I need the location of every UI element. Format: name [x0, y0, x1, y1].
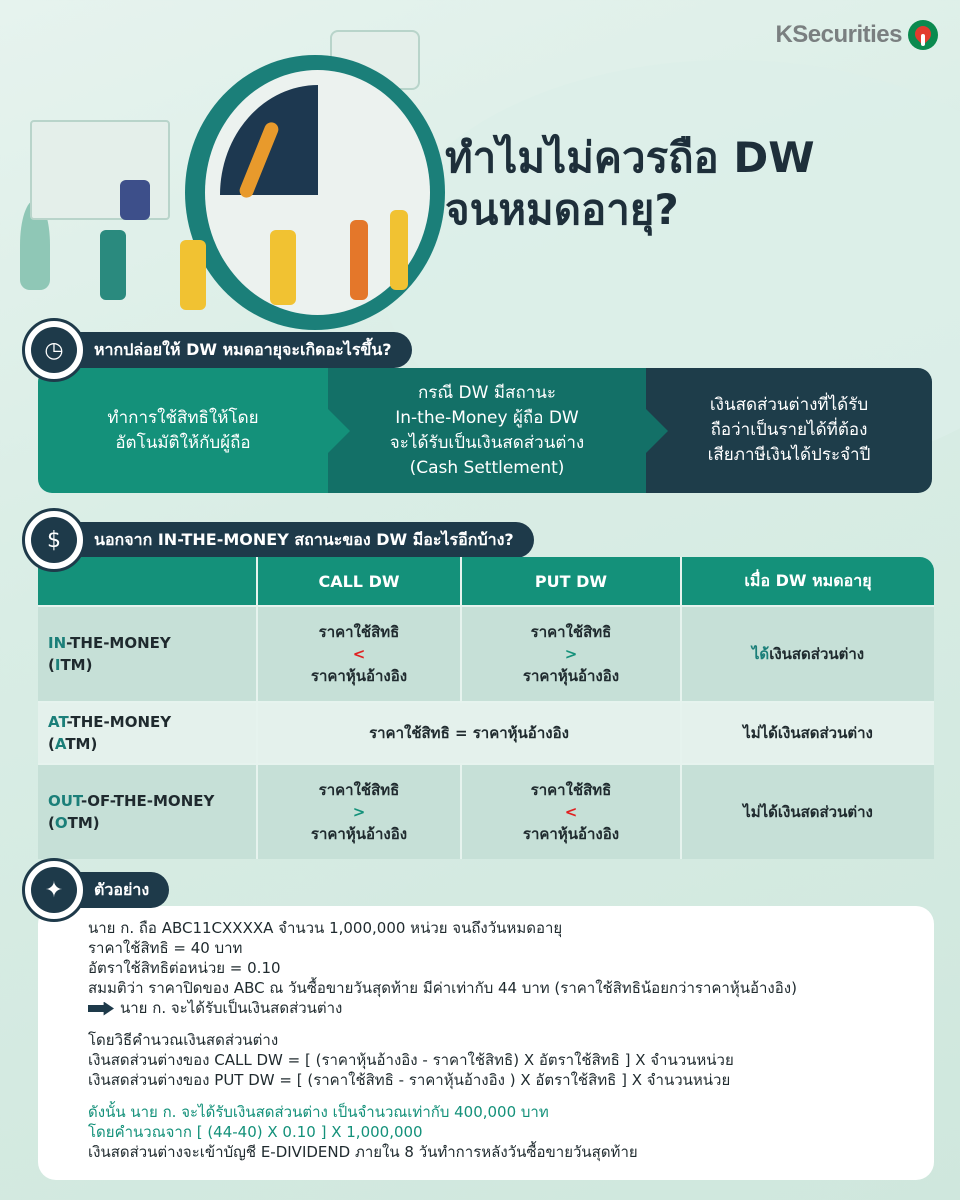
kbank-leaf-icon — [908, 20, 938, 50]
abbr-open: ( — [48, 814, 55, 832]
status-rest: -THE-MONEY — [66, 634, 171, 652]
status-cell — [38, 763, 256, 859]
status-rest: -THE-MONEY — [66, 713, 172, 731]
cell-operator: < — [352, 645, 366, 663]
title-line1: ทำไมไม่ควรถือ DW — [445, 133, 815, 182]
section3-header — [22, 858, 169, 922]
arrow-right-icon — [646, 409, 668, 453]
status-prefix: AT — [48, 713, 67, 731]
cell-bottom: ราคาหุ้นอ้างอิง — [310, 825, 408, 843]
status-cell — [38, 605, 256, 701]
logo-text: KSecurities — [775, 21, 902, 48]
example-arrow-line — [88, 998, 910, 1018]
method-line: เงินสดส่วนต่างของ PUT DW = [ (ราคาใช้สิทธิ - ราคาหุ้นอ้างอิง ) X อัตราใช้สิทธิ ] X จำนวนหน่วย — [88, 1071, 731, 1089]
example-line: นาย ก. ถือ ABC11CXXXXA จำนวน 1,000,000 หน่วย จนถึงวันหมดอายุ — [88, 919, 563, 937]
section3-title: ตัวอย่าง — [72, 872, 169, 908]
expiry-prefix: ได้ — [751, 645, 770, 663]
title-line2: จนหมดอายุ? — [445, 185, 679, 234]
section1-title: หากปล่อยให้ DW หมดอายุจะเกิดอะไรขึ้น? — [72, 332, 412, 368]
result-line: ดังนั้น นาย ก. จะได้รับเงินสดส่วนต่าง เป็นจำนวณเท่ากับ 400,000 บาท — [88, 1103, 549, 1121]
put-cell — [460, 605, 680, 701]
example-line: สมมติว่า ราคาปิดของ ABC ณ วันซื้อขายวันสุดท้าย มีค่าเท่ากับ 44 บาท (ราคาใช้สิทธิน้อยกว่าราคาหุ้นอ้างอิง) — [88, 979, 797, 997]
flow-text: ทำการใช้สิทธิให้โดย — [107, 407, 259, 428]
cell-operator: > — [352, 803, 366, 821]
cell-top: ราคาใช้สิทธิ — [318, 781, 400, 799]
table-header: เมื่อ DW หมดอายุ — [680, 557, 934, 605]
example-box — [38, 906, 934, 1180]
cell-top: ราคาใช้สิทธิ — [318, 623, 400, 641]
clock-alert-icon: ◷ — [22, 318, 86, 382]
abbr-rest: TM) — [60, 656, 93, 674]
flow-text: อัตโนมัติให้กับผู้ถือ — [115, 432, 251, 453]
example-line: นาย ก. จะได้รับเป็นเงินสดส่วนต่าง — [120, 999, 343, 1017]
lightbulb-puzzle-icon: ✦ — [22, 858, 86, 922]
flow-step-2 — [328, 368, 646, 493]
abbr-open: ( — [48, 735, 55, 753]
abbr-rest: TM) — [67, 814, 100, 832]
abbr-open: ( — [48, 656, 55, 674]
merged-cell: ราคาใช้สิทธิ = ราคาหุ้นอ้างอิง — [256, 701, 680, 763]
flow-text: กรณี DW มีสถานะ — [417, 382, 557, 403]
person-icon — [120, 180, 150, 220]
person-icon — [350, 220, 368, 300]
method-line: โดยวิธีคำนวณเงินสดส่วนต่าง — [88, 1031, 279, 1049]
flow-text: ถือว่าเป็นรายได้ที่ต้อง — [710, 420, 868, 440]
flow-text: (Cash Settlement) — [409, 457, 565, 478]
cell-operator: > — [564, 645, 578, 663]
expiry-cell: ไม่ได้เงินสดส่วนต่าง — [680, 701, 934, 763]
person-icon — [100, 230, 126, 300]
result-line: โดยคำนวณจาก [ (44-40) X 0.10 ] X 1,000,000 — [88, 1123, 423, 1141]
table-row — [38, 763, 934, 859]
cell-bottom: ราคาหุ้นอ้างอิง — [522, 667, 620, 685]
hero-illustration — [20, 30, 440, 320]
expiry-cell — [680, 605, 934, 701]
flow-text: เสียภาษีเงินได้ประจำปี — [707, 445, 871, 465]
status-prefix: IN — [48, 634, 67, 652]
flow-text: เงินสดส่วนต่างที่ได้รับ — [709, 395, 869, 415]
money-bag-icon: $ — [22, 508, 86, 572]
abbr-letter: A — [54, 735, 66, 753]
section2-title: นอกจาก IN-THE-MONEY สถานะของ DW มีอะไรอีกบ้าง? — [72, 522, 534, 558]
cell-operator: < — [564, 803, 578, 821]
table-header: CALL DW — [256, 557, 460, 605]
flow-text: จะได้รับเป็นเงินสดส่วนต่าง — [389, 432, 585, 453]
abbr-letter: O — [54, 814, 68, 832]
person-icon — [390, 210, 408, 290]
table-row — [38, 701, 934, 763]
flow-step-3 — [646, 368, 932, 493]
cell-top: ราคาใช้สิทธิ — [530, 781, 612, 799]
abbr-letter: I — [54, 656, 61, 674]
abbr-rest: TM) — [65, 735, 98, 753]
status-cell — [38, 701, 256, 763]
status-prefix: OUT — [48, 792, 81, 810]
dw-status-table — [38, 557, 934, 859]
footer-line: เงินสดส่วนต่างจะเข้าบัญชี E-DIVIDEND ภายใน 8 วันทำการหลังวันซื้อขายวันสุดท้าย — [88, 1143, 638, 1161]
table-row — [38, 605, 934, 701]
call-cell — [256, 605, 460, 701]
expiry-rest: เงินสดส่วนต่าง — [769, 645, 865, 663]
page-title — [445, 132, 945, 236]
put-cell — [460, 763, 680, 859]
brand-logo — [775, 20, 938, 50]
arrow-right-icon — [328, 409, 350, 453]
person-icon — [270, 230, 296, 305]
flow-text: In-the-Money ผู้ถือ DW — [395, 407, 579, 428]
expiry-cell: ไม่ได้เงินสดส่วนต่าง — [680, 763, 934, 859]
example-line: อัตราใช้สิทธิต่อหน่วย = 0.10 — [88, 959, 281, 977]
expiry-flow — [38, 368, 932, 493]
cell-bottom: ราคาหุ้นอ้างอิง — [522, 825, 620, 843]
status-rest: -OF-THE-MONEY — [80, 792, 215, 810]
cell-bottom: ราคาหุ้นอ้างอิง — [310, 667, 408, 685]
arrow-right-icon — [88, 1002, 114, 1016]
person-icon — [180, 240, 206, 310]
flow-step-1 — [38, 368, 328, 493]
cell-top: ราคาใช้สิทธิ — [530, 623, 612, 641]
method-line: เงินสดส่วนต่างของ CALL DW = [ (ราคาหุ้นอ้างอิง - ราคาใช้สิทธิ) X อัตราใช้สิทธิ ] X จำนวนหน่วย — [88, 1051, 734, 1069]
table-header: PUT DW — [460, 557, 680, 605]
call-cell — [256, 763, 460, 859]
example-line: ราคาใช้สิทธิ = 40 บาท — [88, 939, 243, 957]
